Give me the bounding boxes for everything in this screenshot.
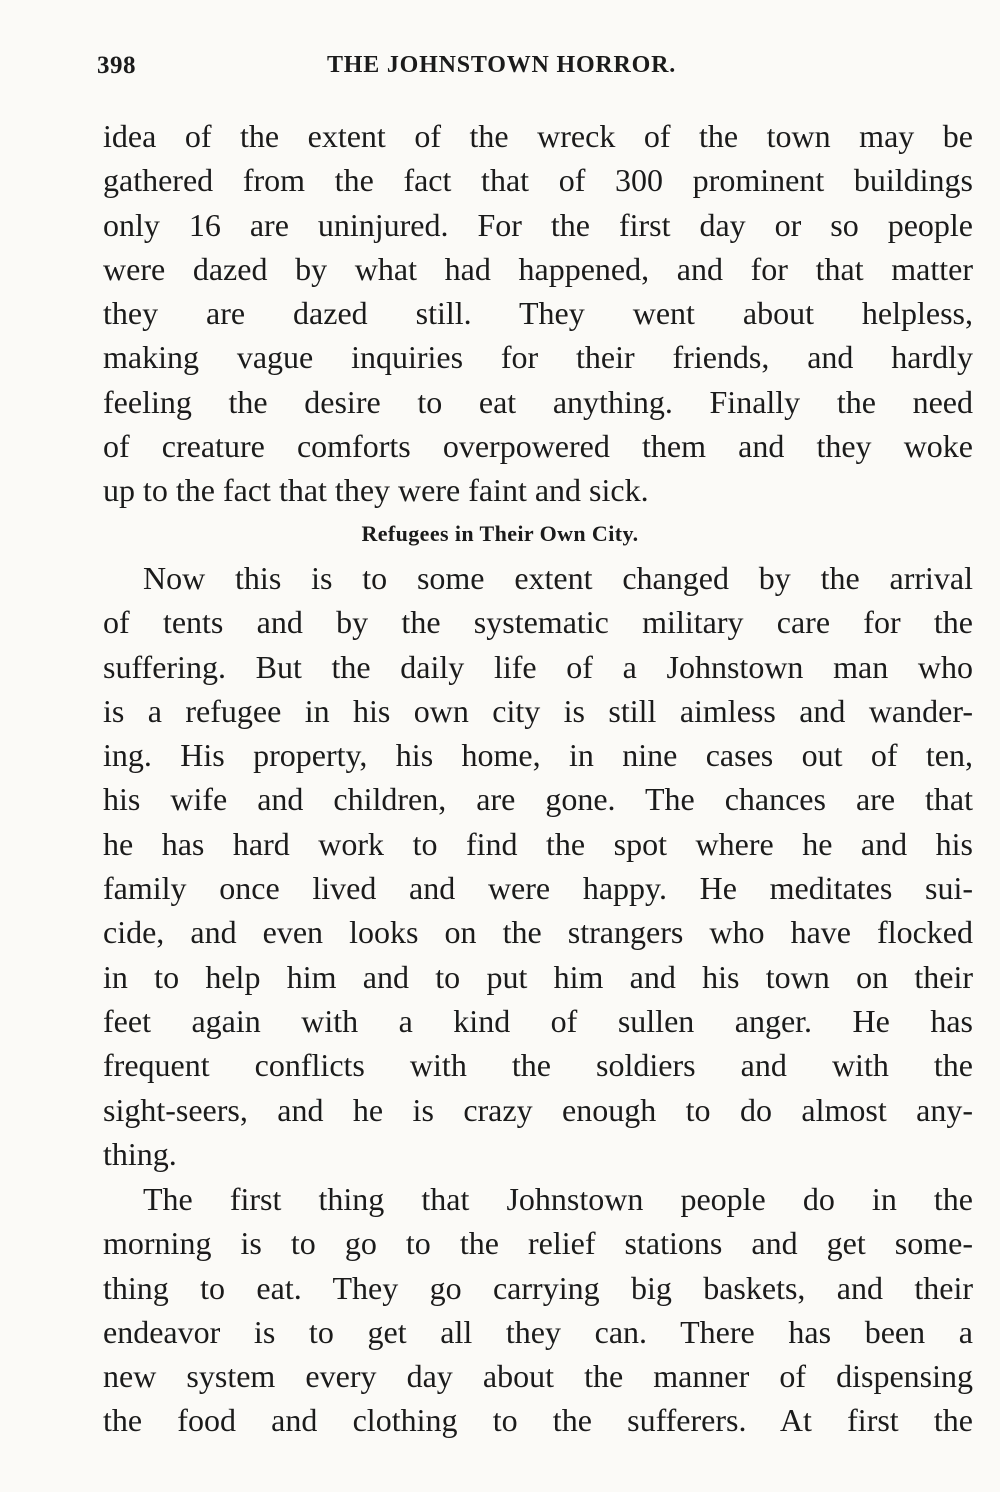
text-line: feeling the desire to eat anything. Finally the need [103, 383, 973, 420]
text-line: of creature comforts overpowered them and they woke [103, 428, 973, 465]
text-line: is a refugee in his own city is still aimless and wander- [103, 692, 973, 729]
text-line: of tents and by the systematic military care for the [103, 604, 973, 641]
text-line: sight-seers, and he is crazy enough to do almost any- [103, 1091, 973, 1128]
text-line: thing to eat. They go carrying big baskets, and their [103, 1269, 973, 1306]
text-line: he has hard work to find the spot where he and his [103, 825, 973, 862]
running-head [97, 52, 977, 86]
text-line: endeavor is to get all they can. There has been a [103, 1313, 973, 1350]
section-heading: Refugees in Their Own City. [361, 521, 639, 546]
text-line: they are dazed still. They went about helpless, [103, 295, 973, 332]
paragraph-2 [103, 556, 973, 1176]
text-line: in to help him and to put him and his town on their [103, 958, 973, 995]
paragraph-3 [103, 1177, 973, 1443]
text-line: The first thing that Johnstown people do in the [143, 1181, 973, 1217]
text-line: gathered from the fact that of 300 prominent buildings [103, 162, 973, 199]
page-number: 398 [97, 52, 136, 79]
text-line: were dazed by what had happened, and for that matter [103, 250, 973, 287]
text-line: his wife and children, are gone. The chances are that [103, 781, 973, 818]
text-line: up to the fact that they were faint and sick. [103, 472, 649, 509]
text-line: new system every day about the manner of dispensing [103, 1358, 973, 1395]
text-line: suffering. But the daily life of a Johnstown man who [103, 648, 973, 685]
running-title: THE JOHNSTOWN HORROR. [327, 52, 677, 78]
text-line: feet again with a kind of sullen anger. He has [103, 1002, 973, 1039]
text-line: only 16 are uninjured. For the first day or so people [103, 206, 973, 243]
text-line: thing. [103, 1135, 177, 1172]
text-line: frequent conflicts with the soldiers and with the [103, 1047, 973, 1084]
text-line: idea of the extent of the wreck of the town may be [103, 118, 973, 154]
text-line: Now this is to some extent changed by the arrival [143, 560, 973, 596]
paragraph-1 [103, 114, 973, 513]
text-line: the food and clothing to the sufferers. At first the [103, 1402, 973, 1439]
text-line: cide, and even looks on the strangers who have flocked [103, 914, 973, 951]
text-line: ing. His property, his home, in nine cases out of ten, [103, 737, 973, 774]
text-line: family once lived and were happy. He meditates sui- [103, 870, 973, 907]
text-line: making vague inquiries for their friends, and hardly [103, 339, 973, 376]
text-line: morning is to go to the relief stations and get some- [103, 1225, 973, 1262]
